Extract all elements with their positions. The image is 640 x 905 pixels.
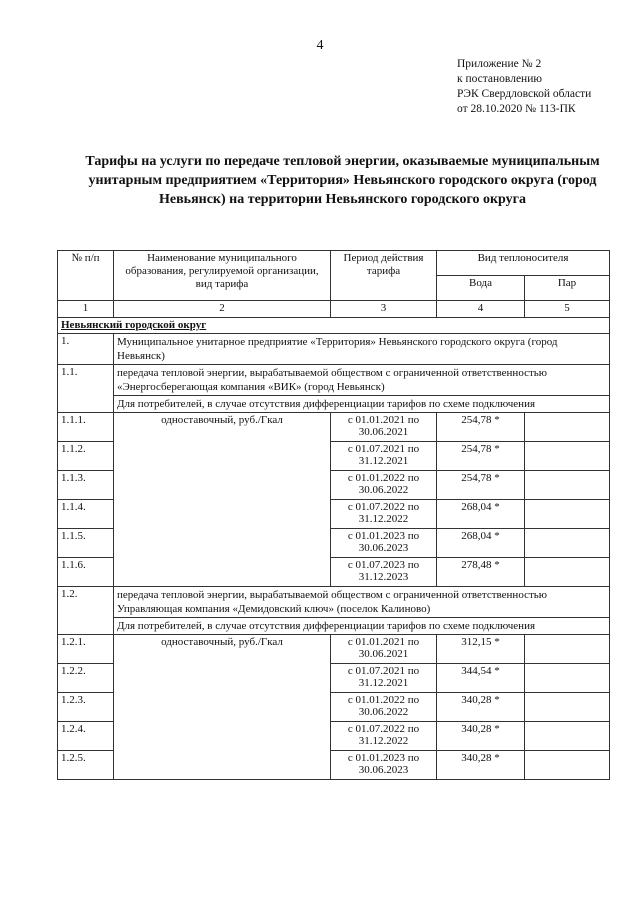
row-number: 1.2.4. bbox=[58, 722, 114, 751]
row-number: 1.1.2. bbox=[58, 442, 114, 471]
period-to: 31.12.2023 bbox=[358, 571, 409, 583]
section-title: Невьянский городской округ bbox=[58, 318, 610, 334]
steam-value bbox=[525, 722, 610, 751]
steam-value bbox=[525, 413, 610, 442]
period-to: 30.06.2023 bbox=[358, 542, 409, 554]
period-from: с 01.01.2022 по bbox=[347, 472, 420, 484]
period-from: с 01.07.2022 по bbox=[347, 723, 420, 735]
row-number: 1.2.3. bbox=[58, 693, 114, 722]
steam-value bbox=[525, 442, 610, 471]
period-to: 31.12.2021 bbox=[358, 455, 409, 467]
row-number: 1.1.5. bbox=[58, 529, 114, 558]
steam-value bbox=[525, 500, 610, 529]
water-value: 340,28 * bbox=[437, 751, 525, 780]
period-cell bbox=[331, 664, 437, 693]
consumers-note: Для потребителей, в случае отсутствия дифференциации тарифов по схеме подключения bbox=[114, 618, 610, 635]
appendix-reference bbox=[457, 57, 591, 117]
row-number: 1.1. bbox=[58, 365, 114, 413]
period-cell bbox=[331, 471, 437, 500]
period-from: с 01.07.2021 по bbox=[347, 443, 420, 455]
group-description: передача тепловой энергии, вырабатываемой обществом с ограниченной ответственностью Управляющая компания «Демидовский ключ» (поселок Калиново) bbox=[114, 587, 610, 618]
steam-value bbox=[525, 529, 610, 558]
period-from: с 01.07.2023 по bbox=[347, 559, 420, 571]
water-value: 268,04 * bbox=[437, 500, 525, 529]
water-value: 278,48 * bbox=[437, 558, 525, 587]
steam-value bbox=[525, 471, 610, 500]
row-number: 1.1.4. bbox=[58, 500, 114, 529]
water-value: 254,78 * bbox=[437, 413, 525, 442]
appendix-line: от 28.10.2020 № 113-ПК bbox=[457, 103, 576, 115]
document-title: Тарифы на услуги по передаче тепловой энергии, оказываемые муниципальным унитарным предприятием «Территория» Невьянского городского округа (город Невьянск) на территории Невьянского городского округа bbox=[85, 154, 600, 207]
period-cell bbox=[331, 442, 437, 471]
appendix-line: Приложение № 2 bbox=[457, 58, 542, 70]
column-index: 2 bbox=[114, 301, 331, 318]
header-name: Наименование муниципального образования, регулируемой организации, вид тарифа bbox=[114, 251, 331, 301]
row-number: 1.2.2. bbox=[58, 664, 114, 693]
period-from: с 01.01.2021 по bbox=[347, 636, 420, 648]
period-cell bbox=[331, 722, 437, 751]
period-cell bbox=[331, 529, 437, 558]
group-row bbox=[58, 587, 610, 618]
period-from: с 01.07.2021 по bbox=[347, 665, 420, 677]
water-value: 344,54 * bbox=[437, 664, 525, 693]
period-cell bbox=[331, 635, 437, 664]
period-to: 30.06.2021 bbox=[358, 648, 409, 660]
steam-value bbox=[525, 635, 610, 664]
row-number: 1. bbox=[58, 334, 114, 365]
steam-value bbox=[525, 751, 610, 780]
header-num: № п/п bbox=[58, 251, 114, 301]
column-index: 3 bbox=[331, 301, 437, 318]
water-value: 254,78 * bbox=[437, 471, 525, 500]
water-value: 254,78 * bbox=[437, 442, 525, 471]
org-name: Муниципальное унитарное предприятие «Территория» Невьянского городского округа (город Невьянск) bbox=[114, 334, 610, 365]
water-value: 340,28 * bbox=[437, 722, 525, 751]
period-cell bbox=[331, 693, 437, 722]
water-value: 312,15 * bbox=[437, 635, 525, 664]
period-from: с 01.01.2022 по bbox=[347, 694, 420, 706]
period-cell bbox=[331, 413, 437, 442]
period-to: 31.12.2022 bbox=[358, 735, 409, 747]
period-from: с 01.01.2023 по bbox=[347, 752, 420, 764]
period-to: 30.06.2021 bbox=[358, 426, 409, 438]
water-value: 268,04 * bbox=[437, 529, 525, 558]
consumers-note: Для потребителей, в случае отсутствия дифференциации тарифов по схеме подключения bbox=[114, 396, 610, 413]
page-number: 4 bbox=[316, 38, 324, 53]
group-description: передача тепловой энергии, вырабатываемой обществом с ограниченной ответственностью «Энергосберегающая компания «ВИК» (город Невьянск) bbox=[114, 365, 610, 396]
period-from: с 01.07.2022 по bbox=[347, 501, 420, 513]
header-row bbox=[58, 251, 610, 276]
appendix-line: РЭК Свердловской области bbox=[457, 88, 592, 100]
row-number: 1.1.6. bbox=[58, 558, 114, 587]
header-period: Период действия тарифа bbox=[331, 251, 437, 301]
column-index: 4 bbox=[437, 301, 525, 318]
period-to: 31.12.2022 bbox=[358, 513, 409, 525]
consumers-row bbox=[58, 618, 610, 635]
period-cell bbox=[331, 558, 437, 587]
tariff-type: одноставочный, руб./Гкал bbox=[114, 635, 331, 780]
period-to: 30.06.2022 bbox=[358, 706, 409, 718]
tariff-table bbox=[57, 250, 610, 780]
table-row bbox=[58, 635, 610, 664]
row-number: 1.2. bbox=[58, 587, 114, 635]
table-row bbox=[58, 413, 610, 442]
period-from: с 01.01.2023 по bbox=[347, 530, 420, 542]
period-to: 30.06.2023 bbox=[358, 764, 409, 776]
header-water: Вода bbox=[437, 276, 525, 301]
header-steam: Пар bbox=[525, 276, 610, 301]
period-from: с 01.01.2021 по bbox=[347, 414, 420, 426]
period-cell bbox=[331, 500, 437, 529]
header-carrier: Вид теплоносителя bbox=[437, 251, 610, 276]
section-row bbox=[58, 318, 610, 334]
water-value: 340,28 * bbox=[437, 693, 525, 722]
period-cell bbox=[331, 751, 437, 780]
steam-value bbox=[525, 664, 610, 693]
row-number: 1.2.5. bbox=[58, 751, 114, 780]
period-to: 31.12.2021 bbox=[358, 677, 409, 689]
row-number: 1.1.3. bbox=[58, 471, 114, 500]
period-to: 30.06.2022 bbox=[358, 484, 409, 496]
steam-value bbox=[525, 693, 610, 722]
row-number: 1.1.1. bbox=[58, 413, 114, 442]
column-index-row bbox=[58, 301, 610, 318]
tariff-type: одноставочный, руб./Гкал bbox=[114, 413, 331, 587]
appendix-line: к постановлению bbox=[457, 73, 542, 85]
group-row bbox=[58, 365, 610, 396]
steam-value bbox=[525, 558, 610, 587]
consumers-row bbox=[58, 396, 610, 413]
row-number: 1.2.1. bbox=[58, 635, 114, 664]
column-index: 5 bbox=[525, 301, 610, 318]
column-index: 1 bbox=[58, 301, 114, 318]
org-row bbox=[58, 334, 610, 365]
